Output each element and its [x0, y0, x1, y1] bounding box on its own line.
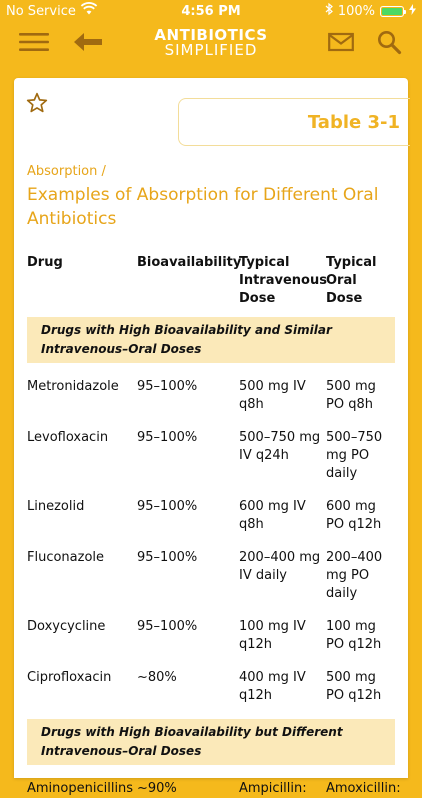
column-header: Typical Oral Dose [326, 255, 377, 306]
search-icon [377, 30, 401, 58]
drug-cell: Aminopenicillins [27, 781, 134, 796]
app-title-line2: SIMPLIFIED [164, 41, 258, 59]
drug-table [27, 254, 401, 798]
iv-dose-cell: 500–750 mg IV q24h [239, 430, 321, 463]
drug-cell: Levofloxacin [27, 430, 109, 445]
table-tag: Table 3-1 [178, 98, 410, 146]
table-row [27, 765, 401, 798]
column-header: Typical Intravenous Dose [239, 255, 327, 306]
bioavailability-cell: 95–100% [137, 499, 198, 514]
content-card [14, 78, 408, 796]
table-row [27, 414, 395, 483]
table-row [27, 534, 395, 603]
bookmark-button[interactable] [26, 92, 48, 118]
menu-icon [19, 32, 49, 56]
oral-dose-cell: 100 mg PO q12h [326, 619, 382, 652]
mail-button[interactable] [326, 28, 356, 60]
iv-dose-cell: 100 mg IV q12h [239, 619, 306, 652]
status-time: 4:56 PM [181, 3, 241, 19]
page-title: Examples of Absorption for Different Oral Antibiotics [27, 185, 379, 229]
app-title [0, 28, 422, 58]
iv-dose-cell: 400 mg IV q12h [239, 670, 306, 703]
battery-percent: 100% [337, 3, 375, 19]
star-icon [26, 99, 48, 118]
bioavailability-cell: 95–100% [137, 379, 198, 394]
drug-cell: Linezolid [27, 499, 85, 514]
bioavailability-cell: ~80% [137, 670, 177, 685]
battery-icon [380, 6, 404, 17]
drug-cell: Doxycycline [27, 619, 106, 634]
search-button[interactable] [374, 28, 404, 60]
bioavailability-cell: 95–100% [137, 619, 198, 634]
column-header: Drug [27, 255, 63, 270]
iv-dose-cell: 600 mg IV q8h [239, 499, 306, 532]
oral-dose-cell: Amoxicillin: [326, 781, 401, 796]
bioavailability-cell: 95–100% [137, 430, 198, 445]
status-bar [0, 0, 422, 22]
bluetooth-icon [325, 3, 333, 19]
bioavailability-cell: 95–100% [137, 550, 198, 565]
wifi-icon [81, 3, 97, 19]
section-heading: Drugs with High Bioavailability and Similar Intravenous–Oral Doses [27, 317, 395, 363]
oral-dose-cell: 500 mg PO q12h [326, 670, 382, 703]
battery-level [382, 8, 402, 15]
charging-icon [409, 4, 416, 19]
oral-dose-cell: 500–750 mg PO daily [326, 430, 383, 481]
column-header: Bioavailability [137, 255, 242, 270]
iv-dose-cell: 200–400 mg IV daily [239, 550, 321, 583]
bioavailability-cell: ~90% [137, 781, 177, 796]
oral-dose-cell: 200–400 mg PO daily [326, 550, 383, 601]
carrier-text: No Service [6, 3, 76, 19]
oral-dose-cell: 500 mg PO q8h [326, 379, 376, 412]
iv-dose-cell: Ampicillin: [239, 781, 307, 796]
table-row [27, 603, 395, 654]
table-header [27, 254, 395, 314]
breadcrumb[interactable]: Absorption / [27, 164, 106, 179]
back-button[interactable] [72, 28, 104, 60]
nav-bar [0, 22, 422, 66]
drug-cell: Fluconazole [27, 550, 105, 565]
drug-cell: Metronidazole [27, 379, 119, 394]
back-arrow-icon [73, 32, 103, 56]
mail-icon [328, 32, 354, 56]
section-heading: Drugs with High Bioavailability but Different Intravenous–Oral Doses [27, 719, 395, 765]
table-row [27, 483, 395, 534]
iv-dose-cell: 500 mg IV q8h [239, 379, 306, 412]
table-row [27, 654, 395, 705]
drug-cell: Ciprofloxacin [27, 670, 112, 685]
menu-button[interactable] [18, 28, 50, 60]
table-row [27, 363, 395, 414]
app-title-line1: ANTIBIOTICS [154, 26, 268, 44]
oral-dose-cell: 600 mg PO q12h [326, 499, 382, 532]
